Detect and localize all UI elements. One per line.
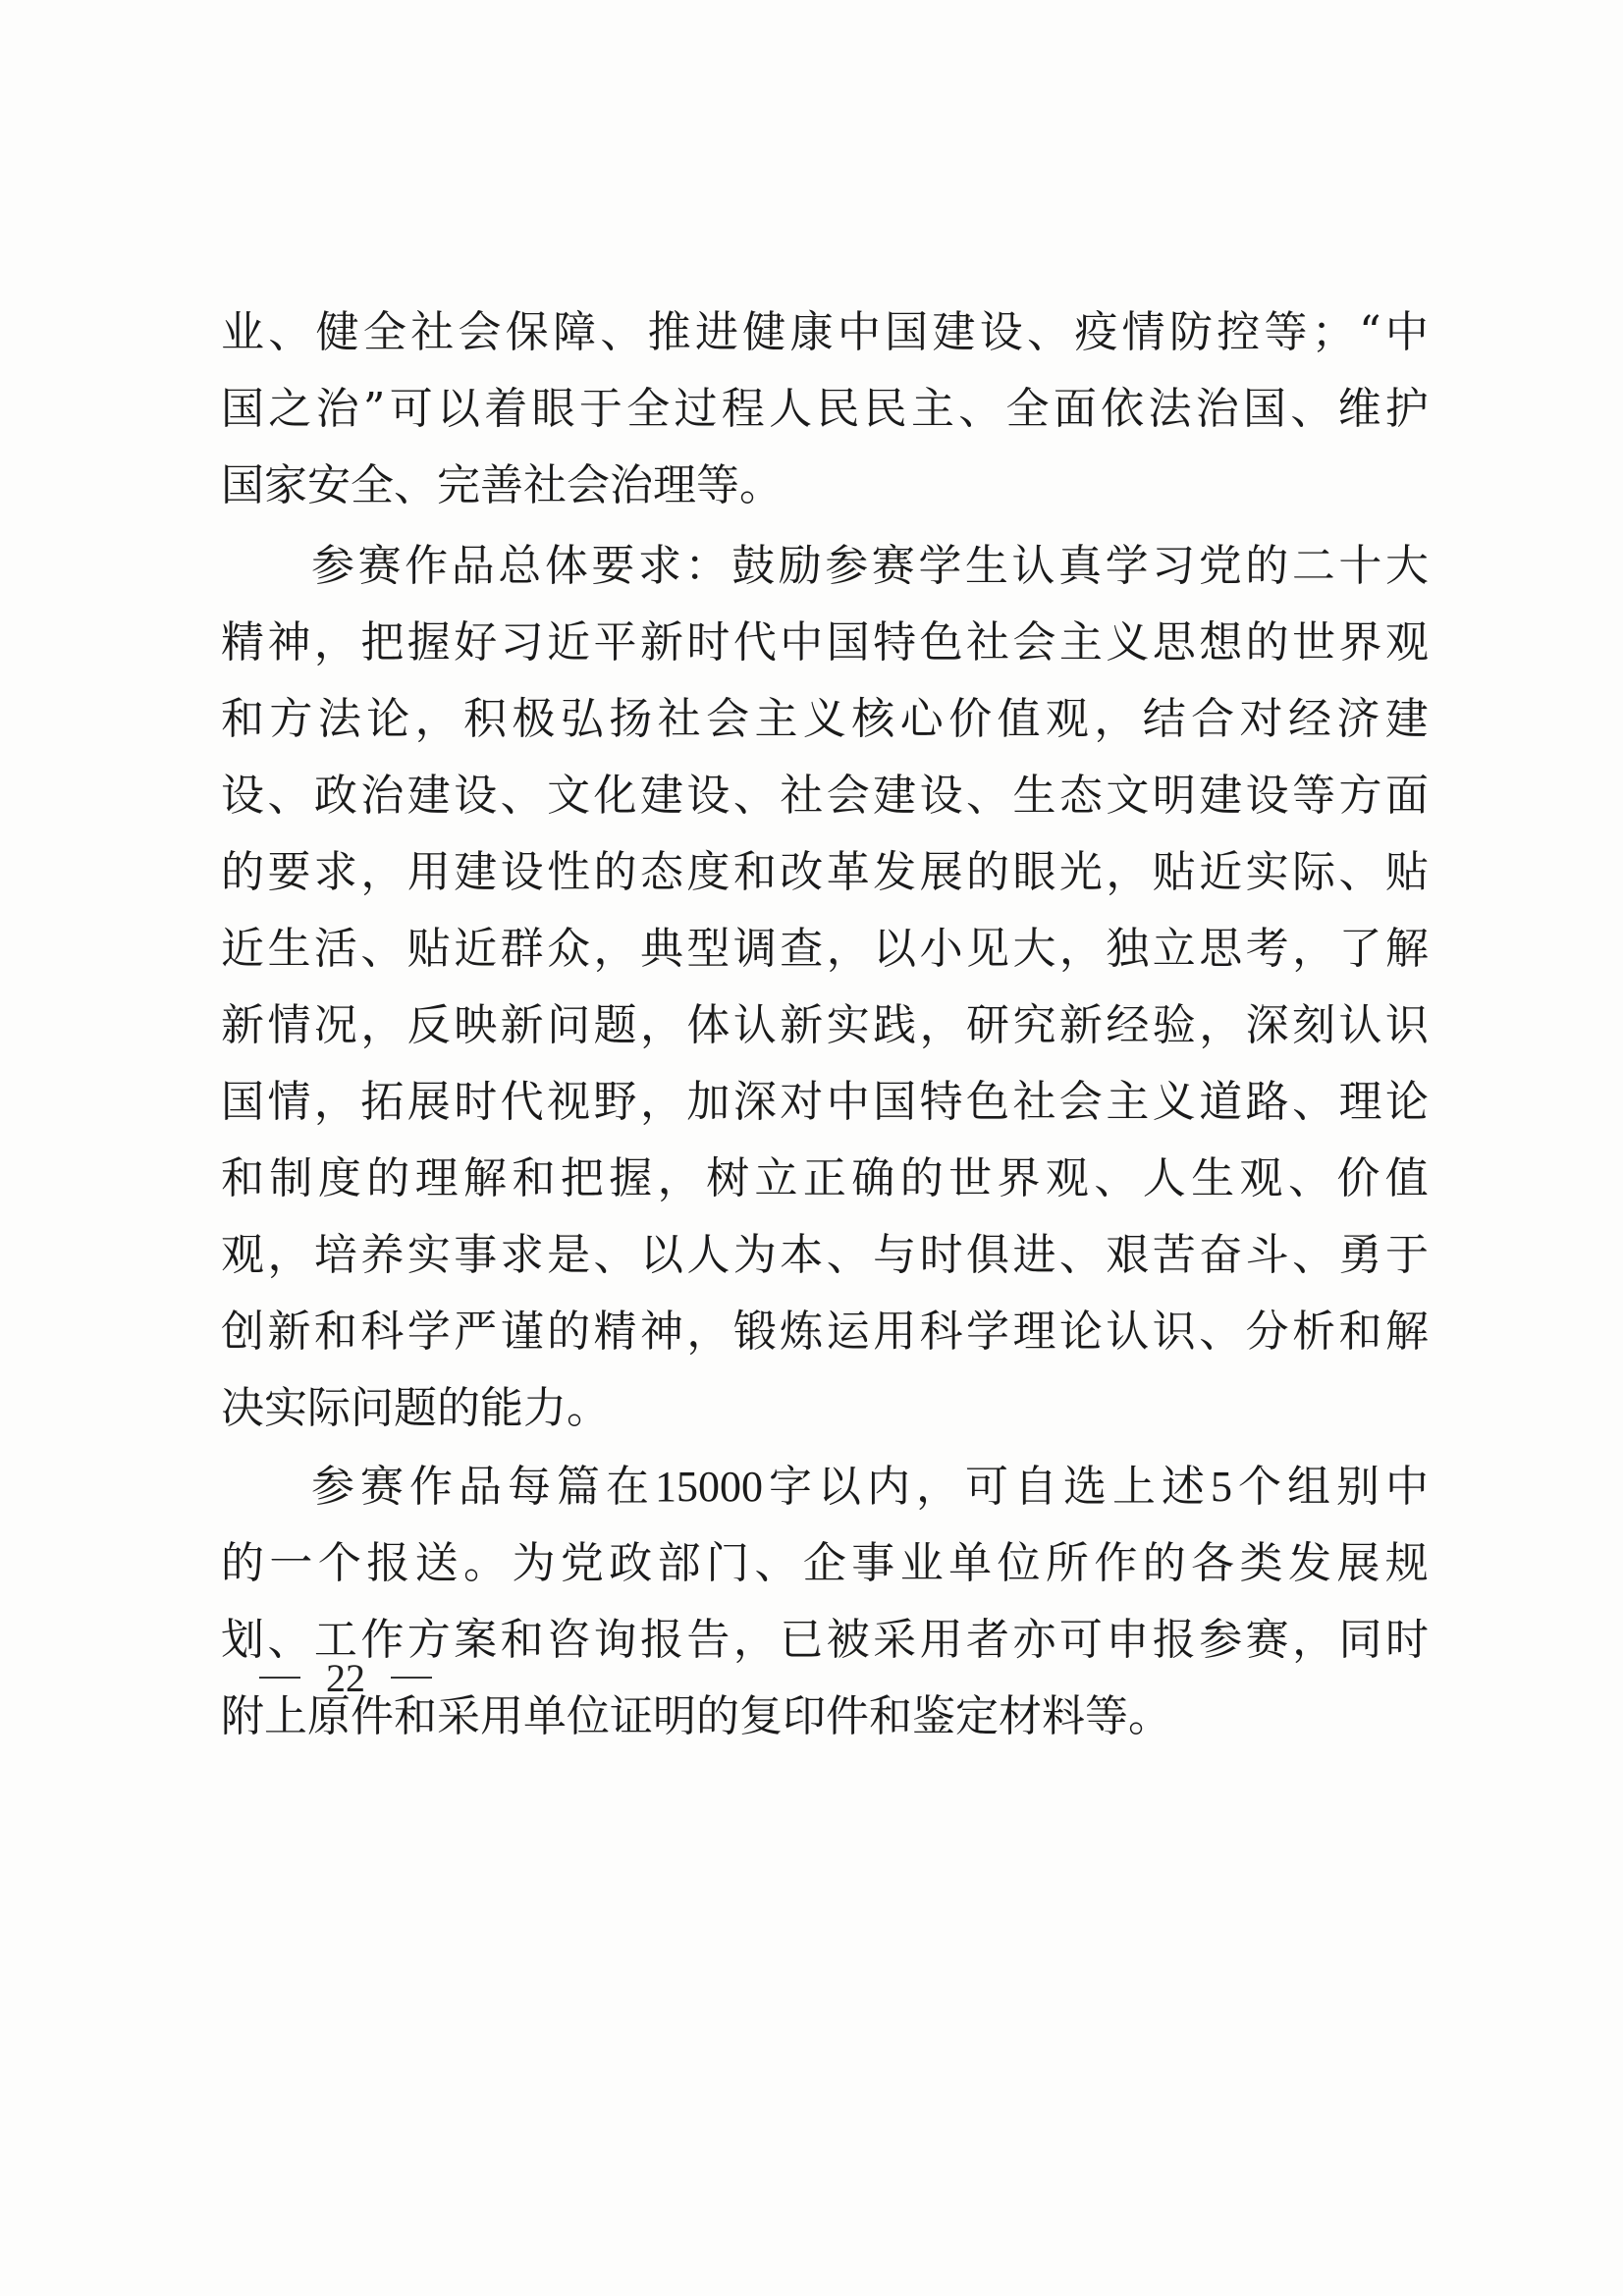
text-line-content: 国 情 ， 拓 展 时 代 视 野 ， 加 深 对 中 国 特 色 社 会 主 义 道 路 、 理 论 — [221, 1077, 1429, 1127]
text-line — [221, 1449, 1429, 1525]
paragraph-2 — [221, 528, 1429, 1447]
text-line-content: 观 ， 培 养 实 事 求 是 、 以 人 为 本 、 与 时 俱 进 、 艰 苦 奋 斗 、 勇 于 — [221, 1230, 1429, 1280]
text-line: 附上原件和采用单位证明的复印件和鉴定材料等。 — [221, 1691, 1171, 1741]
text-line — [221, 1525, 1429, 1602]
text-line-content: 近 生 活 、 贴 近 群 众 ， 典 型 调 查 ， 以 小 见 大 ， 独 立 思 考 ， 了 解 — [221, 924, 1429, 974]
text-line — [221, 758, 1429, 834]
text-line-content: 划 、 工 作 方 案 和 咨 询 报 告 ， 已 被 采 用 者 亦 可 申 报 参 赛 ， 同 时 — [221, 1615, 1429, 1665]
page-footer — [259, 1653, 432, 1702]
right-dash — [391, 1677, 432, 1679]
text-line — [221, 1217, 1429, 1294]
text-line-content: 和 方 法 论 ， 积 极 弘 扬 社 会 主 义 核 心 价 值 观 ， 结 合 对 经 济 建 — [221, 694, 1429, 744]
text-line — [221, 834, 1429, 911]
text-line — [221, 371, 1429, 448]
text-line-content: 业 、 健 全 社 会 保 障 、 推 进 健 康 中 国 建 设 、 疫 情 防 控 等 ； “ 中 — [221, 307, 1429, 357]
text-line — [221, 294, 1429, 371]
text-line-content: 创 新 和 科 学 严 谨 的 精 神 ， 锻 炼 运 用 科 学 理 论 认 识 、 分 析 和 解 — [221, 1307, 1429, 1357]
text-line — [221, 605, 1429, 681]
text-line-content: 的 要 求 ， 用 建 设 性 的 态 度 和 改 革 发 展 的 眼 光 ， 贴 近 实 际 、 贴 — [221, 847, 1429, 897]
text-line — [221, 528, 1429, 605]
text-line — [221, 1294, 1429, 1370]
page-number: 22 — [326, 1655, 365, 1700]
left-dash — [259, 1677, 300, 1679]
text-line — [221, 1064, 1429, 1141]
text-line — [221, 911, 1429, 988]
text-line-content: 和 制 度 的 理 解 和 把 握 ， 树 立 正 确 的 世 界 观 、 人 生 观 、 价 值 — [221, 1153, 1429, 1203]
text-line-content: 国 之 治 ” 可 以 着 眼 于 全 过 程 人 民 民 主 、 全 面 依 法 治 国 、 维 护 — [221, 384, 1429, 434]
text-line — [221, 1141, 1429, 1217]
paragraph-3 — [221, 1449, 1429, 1755]
text-line-content: 精 神 ， 把 握 好 习 近 平 新 时 代 中 国 特 色 社 会 主 义 思 想 的 世 界 观 — [221, 617, 1429, 667]
text-line-content: 参 赛 作 品 每 篇 在 15000 字 以 内 ， 可 自 选 上 述 5 个 组 别 中 — [311, 1462, 1429, 1512]
text-line — [221, 681, 1429, 758]
text-line-content: 的 一 个 报 送 。 为 党 政 部 门 、 企 事 业 单 位 所 作 的 各 类 发 展 规 — [221, 1538, 1429, 1588]
text-line-content: 新 情 况 ， 反 映 新 问 题 ， 体 认 新 实 践 ， 研 究 新 经 验 ， 深 刻 认 识 — [221, 1000, 1429, 1050]
paragraph-1 — [221, 294, 1429, 524]
text-line-content: 设 、 政 治 建 设 、 文 化 建 设 、 社 会 建 设 、 生 态 文 明 建 设 等 方 面 — [221, 771, 1429, 821]
text-line: 决实际问题的能力。 — [221, 1383, 610, 1433]
text-line — [221, 988, 1429, 1064]
text-line: 国家安全、完善社会治理等。 — [221, 460, 783, 510]
text-line-content: 参 赛 作 品 总 体 要 求 ： 鼓 励 参 赛 学 生 认 真 学 习 党 的 二 十 大 — [311, 541, 1429, 591]
